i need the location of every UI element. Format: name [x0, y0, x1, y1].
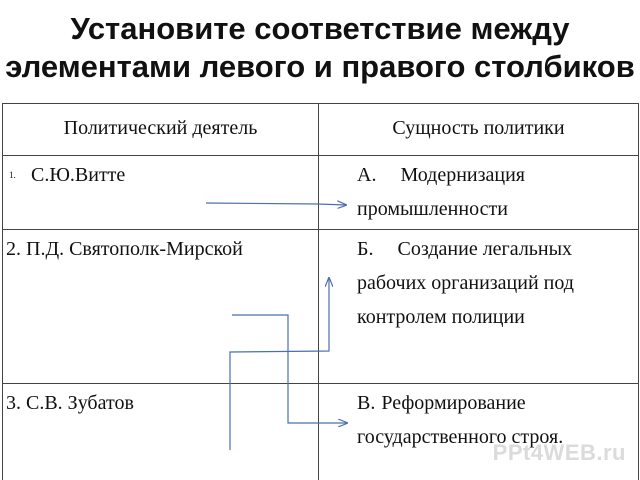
policy-letter: В. [357, 392, 376, 414]
policy-text: Модернизация промышленности [357, 164, 526, 220]
title-line-2: элементами левого и правого столбиков [5, 49, 635, 84]
policy-cell-b [319, 230, 639, 384]
politician-name: С.Ю.Витте [31, 164, 126, 186]
header-policy-essence: Сущность политики [319, 104, 639, 156]
watermark-logo: PPt4WEB.ru [492, 440, 626, 465]
slide-title [0, 10, 640, 86]
row-number: 1. [9, 170, 16, 180]
table-row [3, 156, 639, 230]
table-header-row [3, 104, 639, 156]
policy-letter: Б. [357, 238, 374, 260]
policy-letter: А. [357, 164, 377, 186]
title-line-1: Установите соответствие между [70, 11, 570, 46]
policy-text: Реформирование государственного строя. [357, 392, 564, 448]
row-number: 2. [6, 238, 21, 260]
table-row [3, 230, 639, 384]
header-politician: Политический деятель [3, 104, 319, 156]
matching-table [2, 103, 639, 480]
row-number: 3. [6, 392, 21, 414]
politician-cell-1 [3, 156, 319, 230]
politician-name: П.Д. Святополк-Мирской [26, 238, 243, 260]
politician-cell-2 [3, 230, 319, 384]
policy-text: Создание легальных рабочих организаций под контролем полиции [357, 238, 574, 328]
politician-cell-3 [3, 384, 319, 480]
politician-name: С.В. Зубатов [26, 392, 134, 414]
policy-cell-a [319, 156, 639, 230]
